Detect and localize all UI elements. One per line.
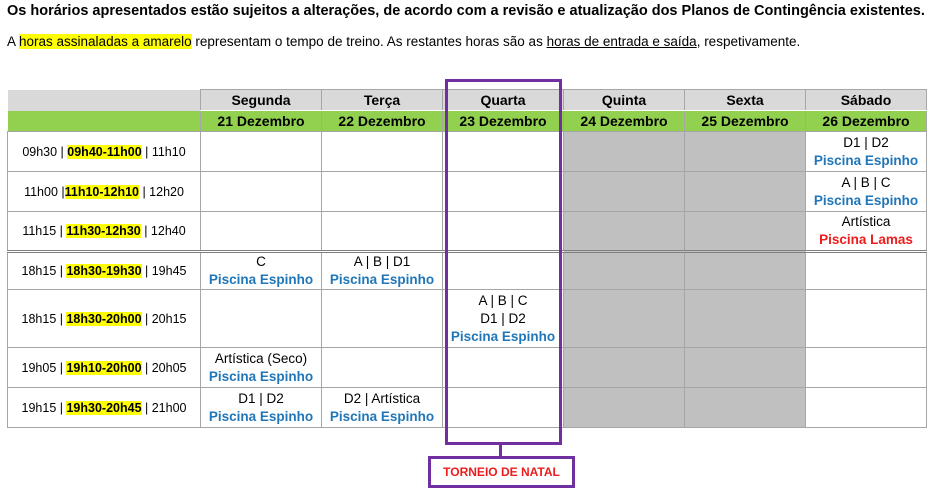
pool-label: Piscina Espinho xyxy=(329,272,435,287)
cell-segunda xyxy=(201,212,322,252)
entry-time: 19h15 | xyxy=(21,400,67,415)
cell-sabado xyxy=(806,388,927,428)
corner-cell xyxy=(8,90,201,111)
group-label: D1 | D2 xyxy=(843,134,889,150)
cell-sabado xyxy=(806,290,927,348)
pool-label: Piscina Espinho xyxy=(208,368,314,384)
time-slot xyxy=(8,132,201,172)
group-label: C xyxy=(256,254,266,269)
date-terca: 22 Dezembro xyxy=(322,111,443,132)
entry-time: 18h15 | xyxy=(21,264,67,278)
training-time: 19h10-20h00 xyxy=(66,360,142,375)
exit-time: | 11h10 xyxy=(141,144,186,159)
legend-middle: representam o tempo de treino. As restantes horas são as xyxy=(191,34,547,49)
pool-label: Piscina Espinho xyxy=(208,272,314,287)
cell-quinta xyxy=(564,132,685,172)
pool-label: Piscina Espinho xyxy=(329,408,435,424)
group-label: A | B | C xyxy=(841,174,891,190)
schedule-notice: Os horários apresentados estão sujeitos a alterações, de acordo com a revisão e atualização dos Planos de Contingência existentes. xyxy=(7,3,925,19)
group-label: D1 | D2 xyxy=(238,390,284,406)
cell-sabado xyxy=(806,212,927,252)
pool-label: Piscina Espinho xyxy=(813,192,919,208)
entry-time: 19h05 | xyxy=(21,360,67,375)
cell-sabado xyxy=(806,348,927,388)
legend-text xyxy=(7,34,800,49)
cell-terca xyxy=(322,252,443,290)
cell-segunda xyxy=(201,388,322,428)
pool-label: Piscina Espinho xyxy=(208,408,314,424)
group-label: A | B | C xyxy=(478,292,528,308)
exit-time: | 21h00 xyxy=(141,400,187,415)
legend-prefix: A xyxy=(7,34,20,49)
exit-time: | 12h20 xyxy=(138,184,184,199)
time-slot xyxy=(8,290,201,348)
exit-time: | 20h05 xyxy=(141,360,187,375)
tournament-annotation: TORNEIO DE NATAL xyxy=(428,456,575,488)
day-quarta: Quarta xyxy=(443,90,564,111)
legend-suffix: , respetivamente. xyxy=(696,34,801,49)
cell-sabado xyxy=(806,172,927,212)
cell-quinta xyxy=(564,212,685,252)
date-segunda: 21 Dezembro xyxy=(201,111,322,132)
cell-sexta xyxy=(685,252,806,290)
entry-time: 11h00 | xyxy=(24,184,65,199)
group-label: Artística xyxy=(841,214,891,229)
pool-label: Piscina Espinho xyxy=(450,328,556,344)
group-label: D1 | D2 xyxy=(480,310,526,326)
cell-quinta xyxy=(564,388,685,428)
time-slot xyxy=(8,212,201,252)
cell-segunda xyxy=(201,290,322,348)
cell-segunda xyxy=(201,348,322,388)
group-label: Artística (Seco) xyxy=(214,350,308,366)
time-slot xyxy=(8,348,201,388)
cell-sabado xyxy=(806,252,927,290)
cell-quinta xyxy=(564,252,685,290)
legend-underlined: horas de entrada e saída xyxy=(546,34,697,49)
cell-terca xyxy=(322,348,443,388)
date-quinta: 24 Dezembro xyxy=(564,111,685,132)
training-time: 18h30-19h30 xyxy=(66,264,142,278)
cell-sexta xyxy=(685,212,806,252)
entry-time: 09h30 | xyxy=(22,144,68,159)
date-sexta: 25 Dezembro xyxy=(685,111,806,132)
cell-terca xyxy=(322,388,443,428)
training-time: 18h30-20h00 xyxy=(66,311,142,326)
training-time: 11h30-12h30 xyxy=(66,224,141,238)
cell-sexta xyxy=(685,388,806,428)
cell-quinta xyxy=(564,290,685,348)
cell-quinta xyxy=(564,348,685,388)
cell-segunda xyxy=(201,172,322,212)
pool-label: Piscina Espinho xyxy=(813,152,919,168)
cell-sexta xyxy=(685,132,806,172)
corner-cell xyxy=(8,111,201,132)
cell-terca xyxy=(322,132,443,172)
day-terca: Terça xyxy=(322,90,443,111)
wednesday-highlight-box xyxy=(445,79,562,445)
cell-segunda xyxy=(201,132,322,172)
day-segunda: Segunda xyxy=(201,90,322,111)
day-sabado: Sábado xyxy=(806,90,927,111)
cell-sexta xyxy=(685,348,806,388)
time-slot xyxy=(8,252,201,290)
cell-sexta xyxy=(685,290,806,348)
date-sabado: 26 Dezembro xyxy=(806,111,927,132)
entry-time: 18h15 | xyxy=(21,311,67,326)
pool-label: Piscina Lamas xyxy=(819,232,913,247)
day-quinta: Quinta xyxy=(564,90,685,111)
exit-time: | 12h40 xyxy=(140,224,186,238)
entry-time: 11h15 | xyxy=(22,224,67,238)
time-slot xyxy=(8,388,201,428)
group-label: D2 | Artística xyxy=(343,390,421,406)
date-quarta: 23 Dezembro xyxy=(443,111,564,132)
training-time: 09h40-11h00 xyxy=(67,144,142,159)
cell-sexta xyxy=(685,172,806,212)
training-time: 19h30-20h45 xyxy=(66,400,142,415)
cell-terca xyxy=(322,172,443,212)
day-sexta: Sexta xyxy=(685,90,806,111)
cell-terca xyxy=(322,212,443,252)
cell-segunda xyxy=(201,252,322,290)
legend-highlighted: horas assinaladas a amarelo xyxy=(19,34,192,49)
cell-terca xyxy=(322,290,443,348)
time-slot xyxy=(8,172,201,212)
group-label: A | B | D1 xyxy=(353,254,411,269)
exit-time: | 19h45 xyxy=(141,264,187,278)
exit-time: | 20h15 xyxy=(141,311,187,326)
cell-quinta xyxy=(564,172,685,212)
cell-sabado xyxy=(806,132,927,172)
training-time: 11h10-12h10 xyxy=(64,184,139,199)
